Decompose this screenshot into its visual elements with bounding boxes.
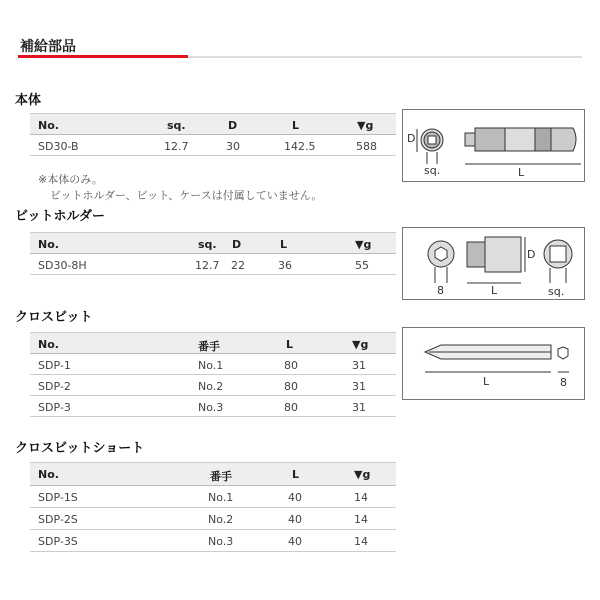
header-cell: No. <box>38 338 59 351</box>
header-cell: D <box>228 119 238 132</box>
dim-label: sq. <box>548 285 565 298</box>
cell: 12.7 <box>195 259 220 272</box>
cell: 40 <box>288 491 302 504</box>
diagram-holder <box>402 227 585 300</box>
table-row <box>30 396 396 417</box>
header-cell: sq. <box>167 119 186 132</box>
table-row <box>30 530 396 552</box>
cell: SDP-1 <box>38 359 71 372</box>
diagram-body <box>402 109 585 182</box>
title-underline <box>188 56 582 58</box>
header-cell: ▼g <box>355 238 372 251</box>
header-cell: sq. <box>198 238 217 251</box>
cell: 14 <box>354 491 368 504</box>
section-title-cross-bit-short: クロスビットショート <box>15 441 145 456</box>
table-header <box>30 332 396 354</box>
cell: 14 <box>354 535 368 548</box>
cell: 80 <box>284 380 298 393</box>
cell: No.1 <box>208 491 234 504</box>
table-row <box>30 135 396 156</box>
dim-label: D <box>407 132 416 145</box>
cell: 80 <box>284 359 298 372</box>
cell: No.1 <box>198 359 224 372</box>
cell: SD30-8H <box>38 259 87 272</box>
table-row <box>30 486 396 508</box>
cell: 31 <box>352 401 366 414</box>
cell: 142.5 <box>284 140 316 153</box>
cell: 80 <box>284 401 298 414</box>
table-row <box>30 508 396 530</box>
section-title-holder: ビットホルダー <box>15 209 105 224</box>
cell: 31 <box>352 359 366 372</box>
cell: 12.7 <box>164 140 189 153</box>
header-cell: L <box>292 119 300 132</box>
cell: No.3 <box>208 535 234 548</box>
dim-label: L <box>491 284 498 297</box>
header-cell: No. <box>38 468 59 481</box>
cell: 14 <box>354 513 368 526</box>
cell: 588 <box>356 140 377 153</box>
note-line: ビットホルダー、ビット、ケースは付属していません。 <box>50 189 323 202</box>
header-cell: L <box>280 238 288 251</box>
header-cell: L <box>292 468 300 481</box>
cell: 36 <box>278 259 292 272</box>
dim-label: L <box>483 375 490 388</box>
title-underline-accent <box>18 55 188 58</box>
spec-table-holder <box>30 232 396 275</box>
cell: SDP-3S <box>38 535 78 548</box>
cell: No.2 <box>208 513 234 526</box>
table-header <box>30 232 396 254</box>
table-row <box>30 254 396 275</box>
header-cell: ▼g <box>352 338 369 351</box>
header-cell: ▼g <box>354 468 371 481</box>
cell: 30 <box>226 140 240 153</box>
section-title-body: 本体 <box>15 93 42 108</box>
cell: 31 <box>352 380 366 393</box>
table-header <box>30 113 396 135</box>
cell: SDP-2 <box>38 380 71 393</box>
spec-table-cross-bit <box>30 332 396 417</box>
spec-table-cross-bit-short <box>30 462 396 552</box>
page-title: 補給部品 <box>20 39 76 55</box>
table-row <box>30 375 396 396</box>
header-cell: ▼g <box>357 119 374 132</box>
section-title-cross-bit: クロスビット <box>15 310 93 325</box>
cell: SD30-B <box>38 140 79 153</box>
dim-label: sq. <box>424 164 441 177</box>
cell: 40 <box>288 535 302 548</box>
cell: 22 <box>231 259 245 272</box>
header-cell: D <box>232 238 242 251</box>
cell: SDP-2S <box>38 513 78 526</box>
cell: 55 <box>355 259 369 272</box>
header-cell: 番手 <box>210 470 232 483</box>
dim-label: D <box>527 248 536 261</box>
cell: No.2 <box>198 380 224 393</box>
table-header <box>30 462 396 486</box>
cell: No.3 <box>198 401 224 414</box>
table-row <box>30 354 396 375</box>
note <box>38 172 322 204</box>
header-cell: No. <box>38 238 59 251</box>
dim-label: 8 <box>437 284 444 297</box>
dim-label: 8 <box>560 376 567 389</box>
header-cell: L <box>286 338 294 351</box>
cell: SDP-3 <box>38 401 71 414</box>
note-line: ※本体のみ。 <box>38 173 103 186</box>
spec-table-body <box>30 113 396 156</box>
cell: SDP-1S <box>38 491 78 504</box>
cell: 40 <box>288 513 302 526</box>
header-cell: No. <box>38 119 59 132</box>
diagram-cross-bit <box>402 327 585 400</box>
header-cell: 番手 <box>198 340 220 353</box>
dim-label: L <box>518 166 525 179</box>
